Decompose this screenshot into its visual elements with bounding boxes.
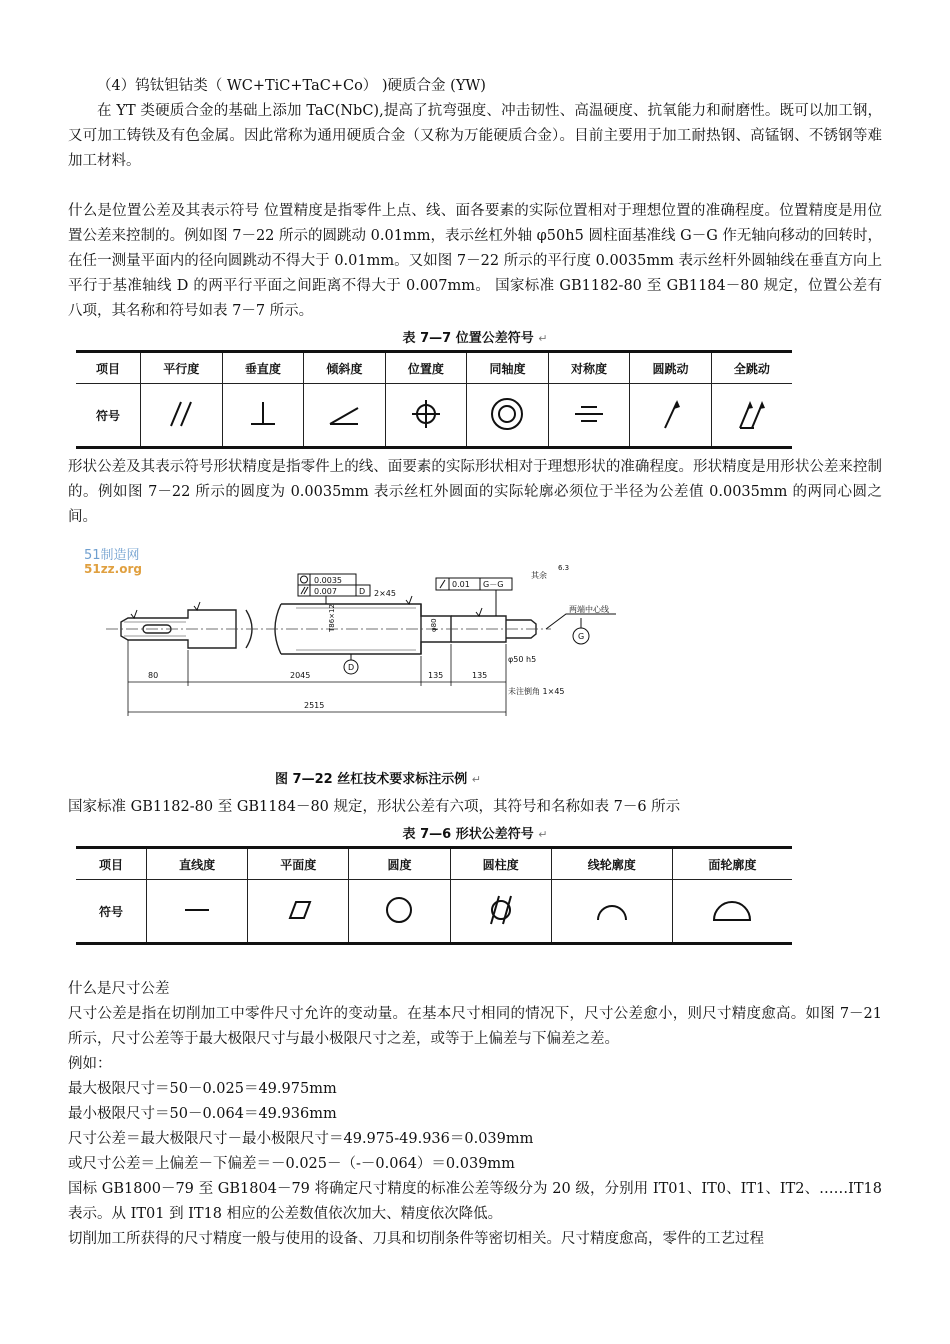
para5: 尺寸公差是指在切削加工中零件尺寸允许的变动量。在基本尺寸相同的情况下，尺寸公差愈小，则尺寸精度愈高。如图 7－21 所示，尺寸公差等于最大极限尺寸与最小极限尺寸之差，或等于上偏差与下偏差之差。 bbox=[68, 1006, 882, 1047]
figure-caption: 图 7—22 丝杠技术要求标注示例 ↵ bbox=[275, 772, 481, 787]
table76-item: 圆柱度 bbox=[450, 848, 551, 880]
table77 bbox=[76, 350, 792, 449]
table77-item: 平行度 bbox=[141, 352, 223, 384]
table77-item: 对称度 bbox=[548, 352, 630, 384]
table77-item: 全跳动 bbox=[711, 352, 792, 384]
dim-2045: 2045 bbox=[290, 671, 311, 680]
document-page bbox=[68, 74, 882, 1252]
table76-item: 面轮廓度 bbox=[672, 848, 792, 880]
para1-body: 在 YT 类硬质合金的基础上添加 TaC(NbC),提高了抗弯强度、冲击韧性、高温硬度、抗氧能力和耐磨性。既可以加工钢，又可加工铸铁及有色金属。因此常称为通用硬质合金（又称为万能硬质合金）。目前主要用于加工耐热钢、高锰钢、不锈钢等难加工材料。 bbox=[68, 103, 882, 169]
dim-total: 2515 bbox=[304, 701, 325, 710]
center-line-label: 两端中心线 bbox=[569, 605, 609, 614]
table77-row-header: 符号 bbox=[95, 408, 120, 423]
roundness-icon bbox=[349, 880, 450, 944]
dim-80: 80 bbox=[148, 671, 159, 680]
table76-item: 直线度 bbox=[147, 848, 248, 880]
straightness-icon bbox=[147, 880, 248, 944]
watermark-text: 51制造网 bbox=[84, 548, 140, 563]
rest-roughness: 6.3 bbox=[558, 564, 570, 572]
figure-7-22 bbox=[76, 540, 636, 768]
angularity-icon bbox=[304, 384, 386, 448]
table76-col-header: 项目 bbox=[76, 848, 147, 880]
cylindricity-icon bbox=[450, 880, 551, 944]
example-label: 例如： bbox=[68, 1056, 112, 1072]
table76 bbox=[76, 846, 792, 945]
thread-label: T86×12 bbox=[328, 604, 336, 632]
table76-item: 平面度 bbox=[248, 848, 349, 880]
datum-d-circle: D bbox=[348, 663, 355, 672]
symmetry-icon bbox=[548, 384, 630, 448]
total-runout-icon bbox=[711, 384, 792, 448]
table77-item: 同轴度 bbox=[467, 352, 549, 384]
datum-d-ref: D bbox=[359, 587, 366, 596]
runout-value: 0.01 bbox=[452, 580, 470, 589]
para2: 什么是位置公差及其表示符号 位置精度是指零件上点、线、面各要素的实际位置相对于理想位置的准确程度。位置精度是用位置公差来控制的。例如图 7－22 所示的圆跳动 0.01mm，表示丝杠外轴 φ50h5 圆柱面基准线 G－G 作无轴向移动的回转时，在任一测量平面内的径向圆跳动不得大于 0.01mm。又如图 7－22 所示的平行度 0.0035mm 表示丝杆外圆轴线在垂直方向上平行于基准轴线 D 的两平行平面之间距离不得大于 0.007mm。 国家标准 GB1182-80 至 GB1184－80 规定，位置公差有八项，其名称和符号如表 7－7 所示。 bbox=[68, 203, 882, 319]
calc-tolerance: 尺寸公差＝最大极限尺寸－最小极限尺寸＝49.975-49.936＝0.039mm bbox=[68, 1131, 534, 1147]
rest-label: 其余 bbox=[531, 571, 547, 580]
perpendicularity-icon bbox=[222, 384, 304, 448]
dia-80-label: φ80 bbox=[430, 618, 438, 632]
chamfer-label: 2×45 bbox=[374, 589, 396, 598]
runout-datum: G－G bbox=[483, 580, 504, 589]
dim-135-b: 135 bbox=[472, 671, 488, 680]
table76-item: 圆度 bbox=[349, 848, 450, 880]
table77-col-header: 项目 bbox=[76, 352, 141, 384]
para1-title: （4）钨钛钽钴类（ WC+TiC+TaC+Co） )硬质合金 (YW) bbox=[97, 78, 486, 94]
position-icon bbox=[385, 384, 467, 448]
calc-min: 最小极限尺寸＝50－0.064＝49.936mm bbox=[68, 1106, 337, 1122]
surface-profile-icon bbox=[672, 880, 792, 944]
table76-item: 线轮廓度 bbox=[551, 848, 672, 880]
flatness-icon bbox=[248, 880, 349, 944]
section-title: 什么是尺寸公差 bbox=[68, 981, 170, 997]
leadscrew-drawing bbox=[76, 540, 636, 768]
calc-deviation: 或尺寸公差＝上偏差－下偏差＝－0.025－（-－0.064）＝0.039mm bbox=[68, 1156, 515, 1172]
para3: 形状公差及其表示符号形状精度是指零件上的线、面要素的实际形状相对于理想形状的准确程度。形状精度是用形状公差来控制的。例如图 7－22 所示的圆度为 0.0035mm 表示丝杠外圆面的实际轮廓必须位于半径为公差值 0.0035mm 的两同心圆之间。 bbox=[68, 459, 882, 525]
para6: 国标 GB1800－79 至 GB1804－79 将确定尺寸精度的标准公差等级分为 20 级，分别用 IT01、IT0、IT1、IT2、……IT18 表示。从 IT01 到 IT18 相应的公差数值依次加大、精度依次降低。 bbox=[68, 1181, 882, 1222]
datum-g-circle: G bbox=[578, 632, 585, 641]
watermark-url: 51zz.org bbox=[84, 562, 142, 576]
table77-item: 垂直度 bbox=[222, 352, 304, 384]
dim-135-a: 135 bbox=[428, 671, 444, 680]
table77-item: 倾斜度 bbox=[304, 352, 386, 384]
para4: 国家标准 GB1182-80 至 GB1184－80 规定，形状公差有六项，其符号和名称如表 7－6 所示 bbox=[68, 799, 681, 815]
parallelism-icon bbox=[141, 384, 223, 448]
tol-box-roundness: 0.0035 bbox=[314, 576, 342, 585]
table76-row-header: 符号 bbox=[98, 904, 123, 919]
table76-caption: 表 7—6 形状公差符号 ↵ bbox=[402, 827, 548, 842]
concentricity-icon bbox=[467, 384, 549, 448]
table77-caption: 表 7—7 位置公差符号 ↵ bbox=[402, 331, 548, 346]
line-profile-icon bbox=[551, 880, 672, 944]
calc-max: 最大极限尺寸＝50－0.025＝49.975mm bbox=[68, 1081, 337, 1097]
diameter-label: φ50 h5 bbox=[508, 655, 537, 664]
table77-item: 位置度 bbox=[385, 352, 467, 384]
table77-item: 圆跳动 bbox=[630, 352, 712, 384]
tol-box-parallel: 0.007 bbox=[314, 587, 337, 596]
circular-runout-icon bbox=[630, 384, 712, 448]
para7: 切削加工所获得的尺寸精度一般与使用的设备、刀具和切削条件等密切相关。尺寸精度愈高，零件的工艺过程 bbox=[68, 1231, 764, 1247]
chamfer-note: 未注倒角 1×45 bbox=[508, 687, 565, 696]
